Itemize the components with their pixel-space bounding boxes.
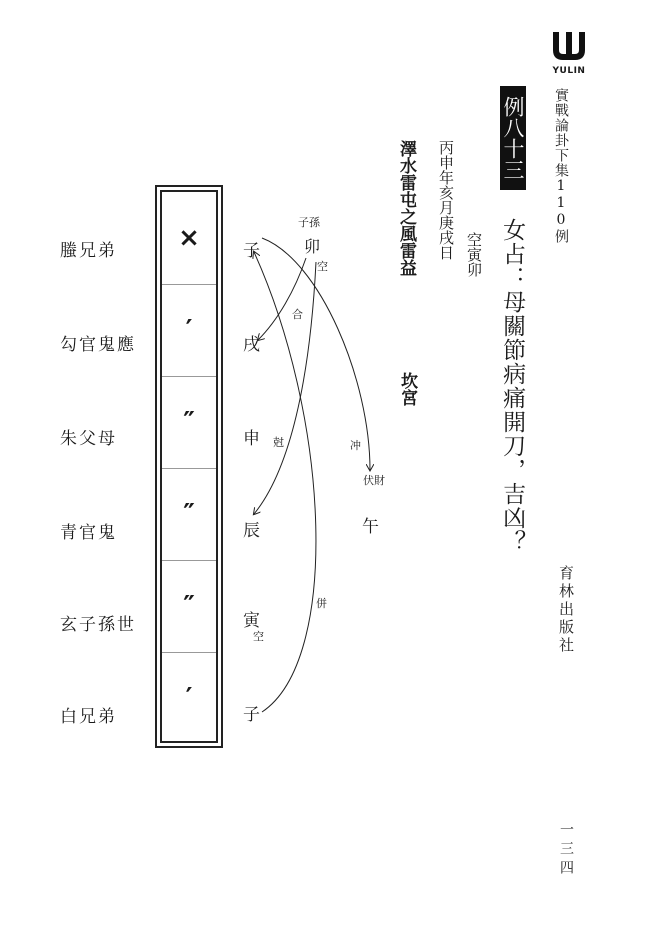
line-symbol-3: ″ [162,468,216,561]
line-symbol-2: ″ [162,560,216,653]
changed-relation: 子孫 [298,216,320,229]
line-symbol-6: × [162,192,216,285]
date-info: 丙申年亥月庚戌日 [437,140,455,260]
line-label-1: 白兄弟 [60,707,117,727]
branch-3: 辰 [243,521,260,541]
empty-note: 空寅卯 [465,232,483,277]
line-label-6: 螣兄弟 [60,241,117,261]
changed-branch: 卯 [304,237,321,256]
hexagram-name: 澤水雷屯之風雷益 [396,140,416,276]
branch-4: 申 [243,429,260,449]
branch-1: 子 [243,705,260,725]
publisher-name: 育林出版社 [557,565,575,655]
branch-5: 戌 [243,335,260,355]
chong-arrow [262,238,370,470]
page-number: 一三四 [558,822,574,879]
branch-2: 寅 [243,611,260,631]
example-label: 例八十三 [500,86,526,190]
series-title: 實戰論卦下集110例 [553,88,569,244]
palace-name: 坎宮 [397,372,417,406]
bing-arrow [254,252,316,712]
branch-6: 子 [243,241,260,261]
line-symbol-5: ′ [162,284,216,377]
ke-arrow [254,262,316,514]
hidden-relation: 伏財 [363,474,385,487]
he-mark: 合 [292,308,303,321]
bing-mark: 併 [316,597,327,610]
question-title: 女占：母關節病痛開刀，吉凶？ [499,218,526,554]
chong-mark: 冲 [350,439,361,452]
ke-mark: 尅 [273,436,284,449]
hidden-branch: 午 [362,517,379,537]
line-label-4: 朱父母 [60,429,117,449]
logo-text: YULIN [552,66,586,76]
line-label-3: 青官鬼 [60,523,117,543]
he-arrow [258,258,306,340]
line-label-2: 玄子孫世 [60,615,136,635]
line-label-5: 勾官鬼應 [60,335,136,355]
line-symbol-4: ″ [162,376,216,469]
yin-empty-mark: 空 [253,630,264,643]
changed-empty-mark: 空 [317,260,328,273]
line-symbol-1: ′ [185,683,193,713]
